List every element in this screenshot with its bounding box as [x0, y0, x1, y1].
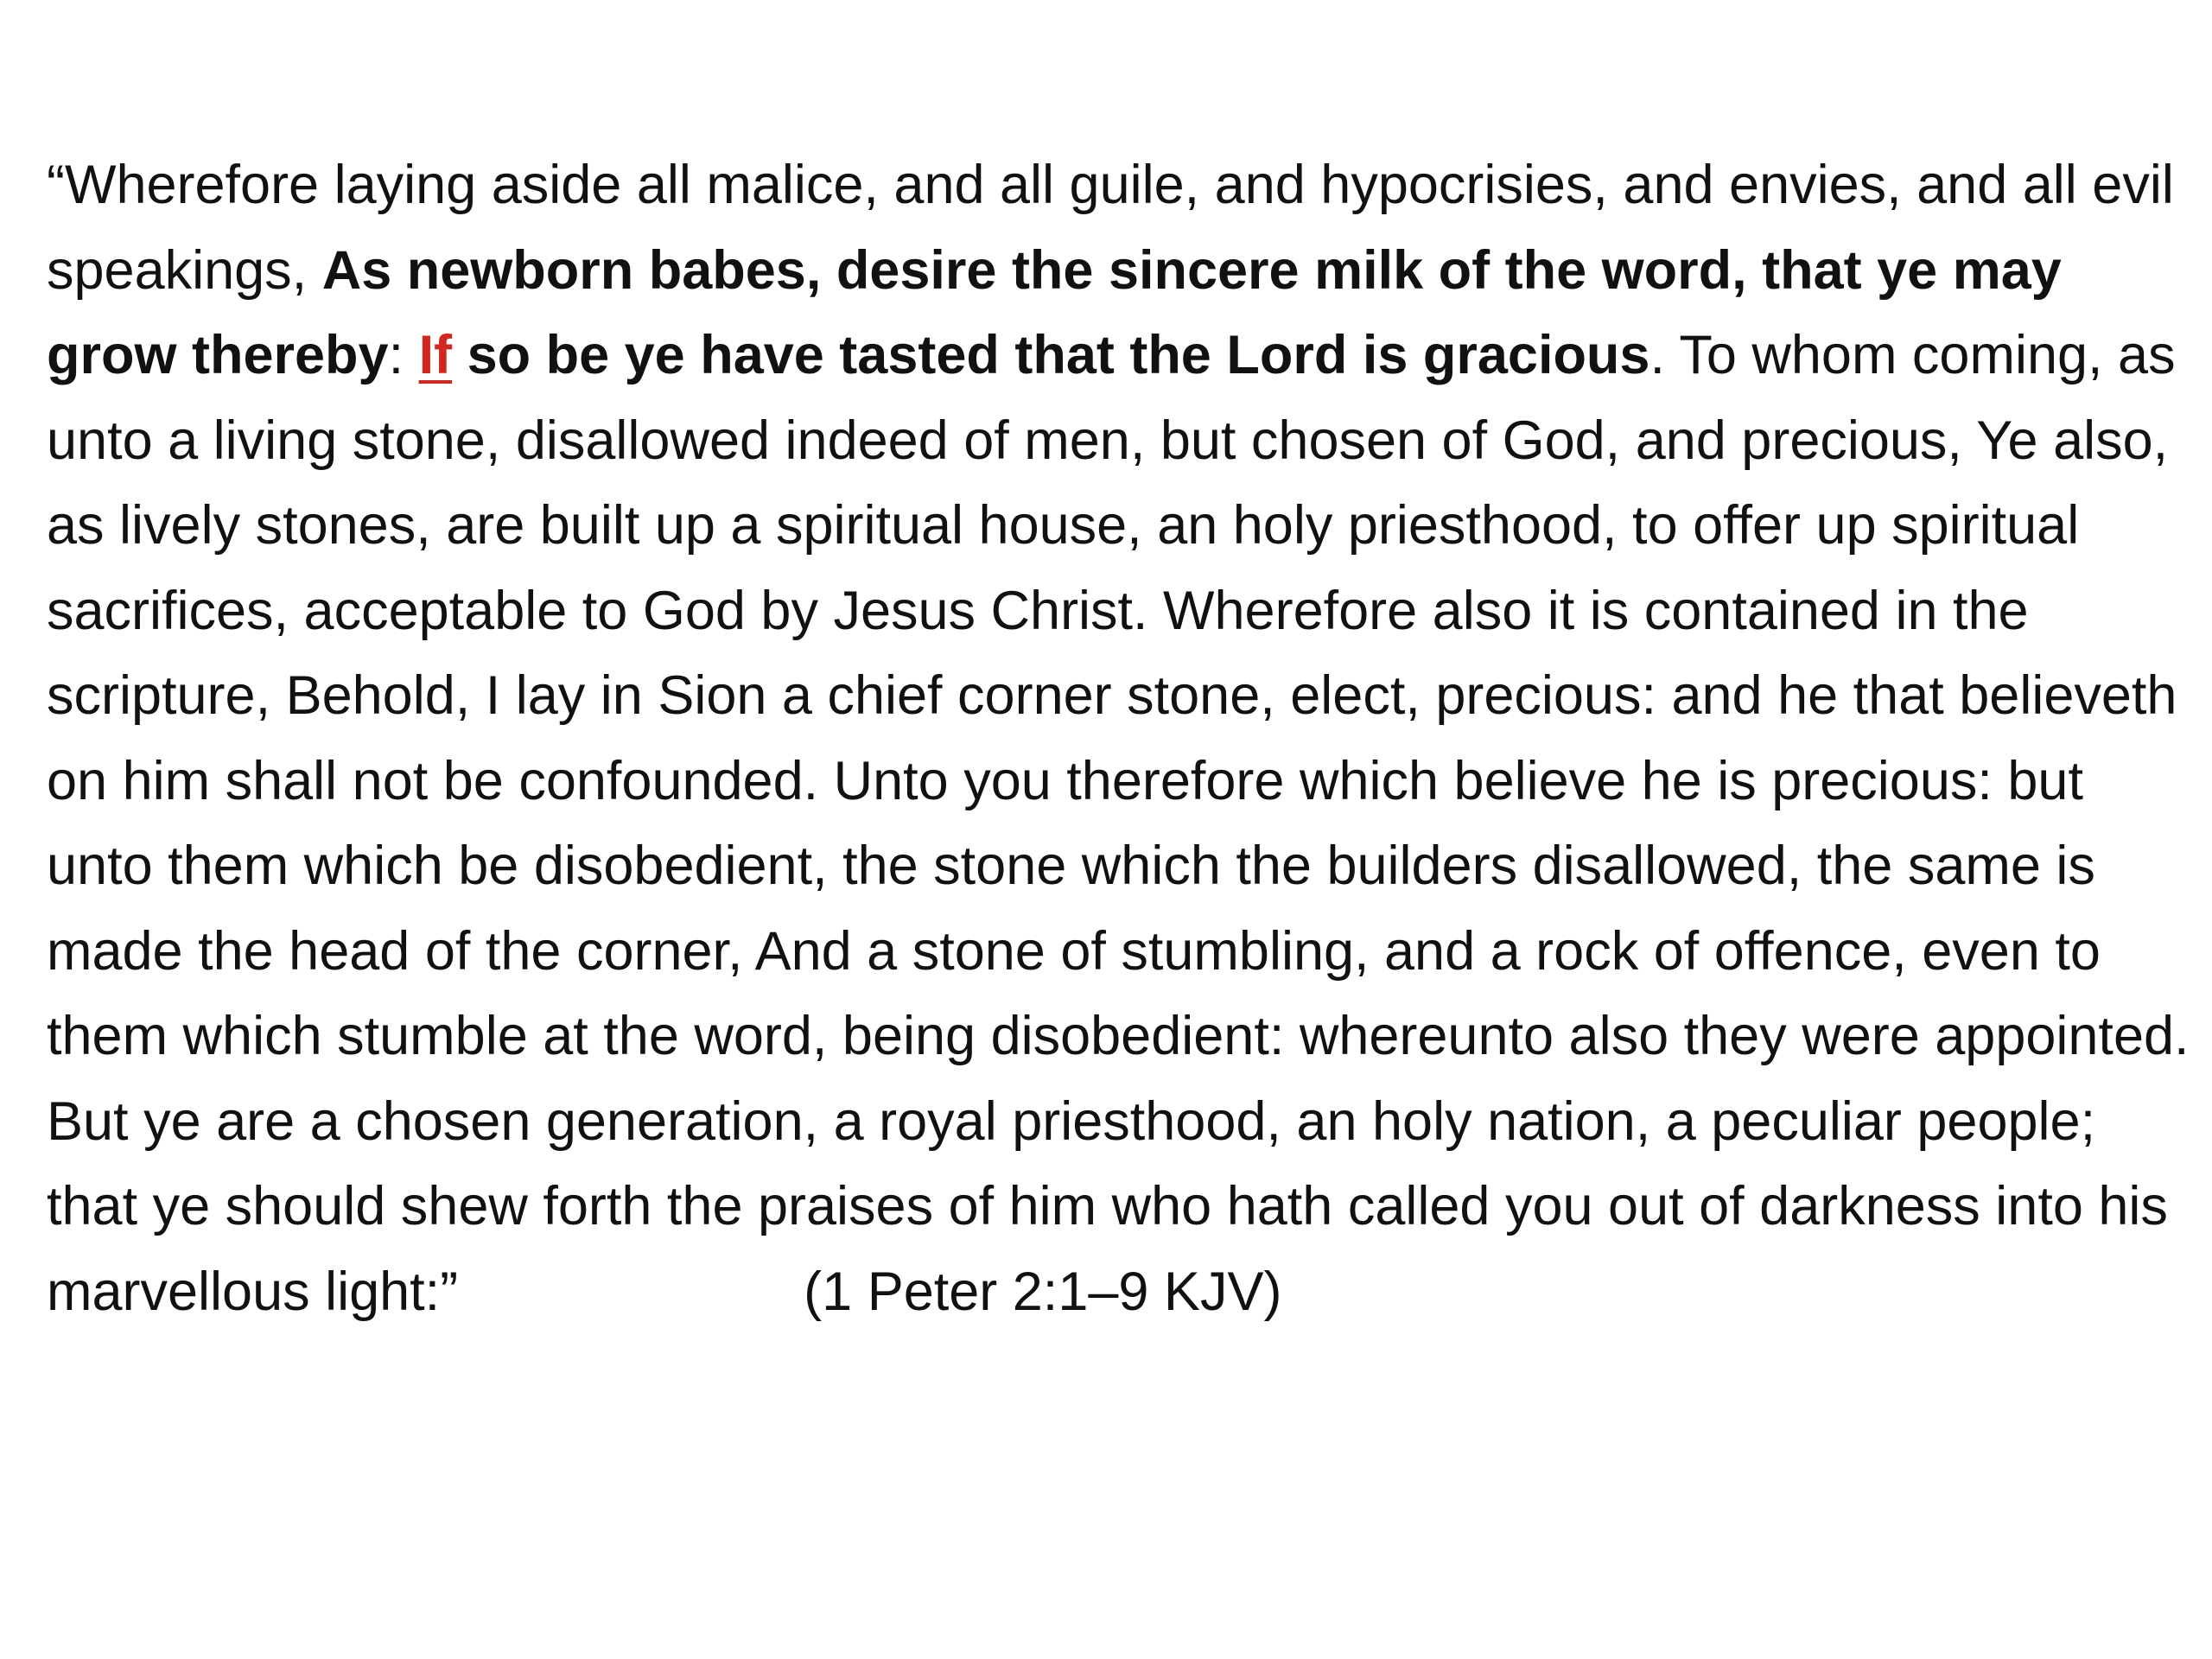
passage-highlight-if: If	[418, 325, 453, 385]
passage-bold-text-2: so be ye have tasted that the Lord is gracious	[452, 325, 1650, 385]
passage-bold-text-1: As newborn babes, desire the sincere milk of the word, that ye may grow thereby	[47, 239, 2062, 385]
passage-intro-text: “Wherefore laying aside all malice, and all guile, and hypocrisies, and envies, and all evil speakings,	[47, 155, 2174, 301]
passage-main-text: To whom coming, as unto a living stone, disallowed indeed of men, but chosen of God, and precious, Ye also, as lively stones, are built up a spiritual house, an holy priesthood, to offer up spiritual sacrifices, acceptable to God by Jesus Christ. Wherefore also it is contained in the scripture, Behold, I lay in Sion a chief corner stone, elect, precious: and he that believeth on him shall not be confounded. Unto you therefore which believe he is precious: but unto them which be disobedient, the stone which the builders disallowed, the same is made the head of the corner, And a stone of stumbling, and a rock of offence, even to them which stumble at the word, being disobedient: whereunto also they were appointed. But ye are a chosen generation, a royal priesthood, an holy nation, a peculiar people; that ye should shew forth the praises of him who hath called you out of darkness into his marvellous light:”	[47, 325, 2190, 1322]
passage-period: .	[1649, 325, 1665, 385]
passage-colon: :	[388, 325, 419, 385]
citation-reference: (1 Peter 2:1–9 KJV)	[804, 1261, 1282, 1322]
scripture-passage	[47, 143, 2198, 1334]
